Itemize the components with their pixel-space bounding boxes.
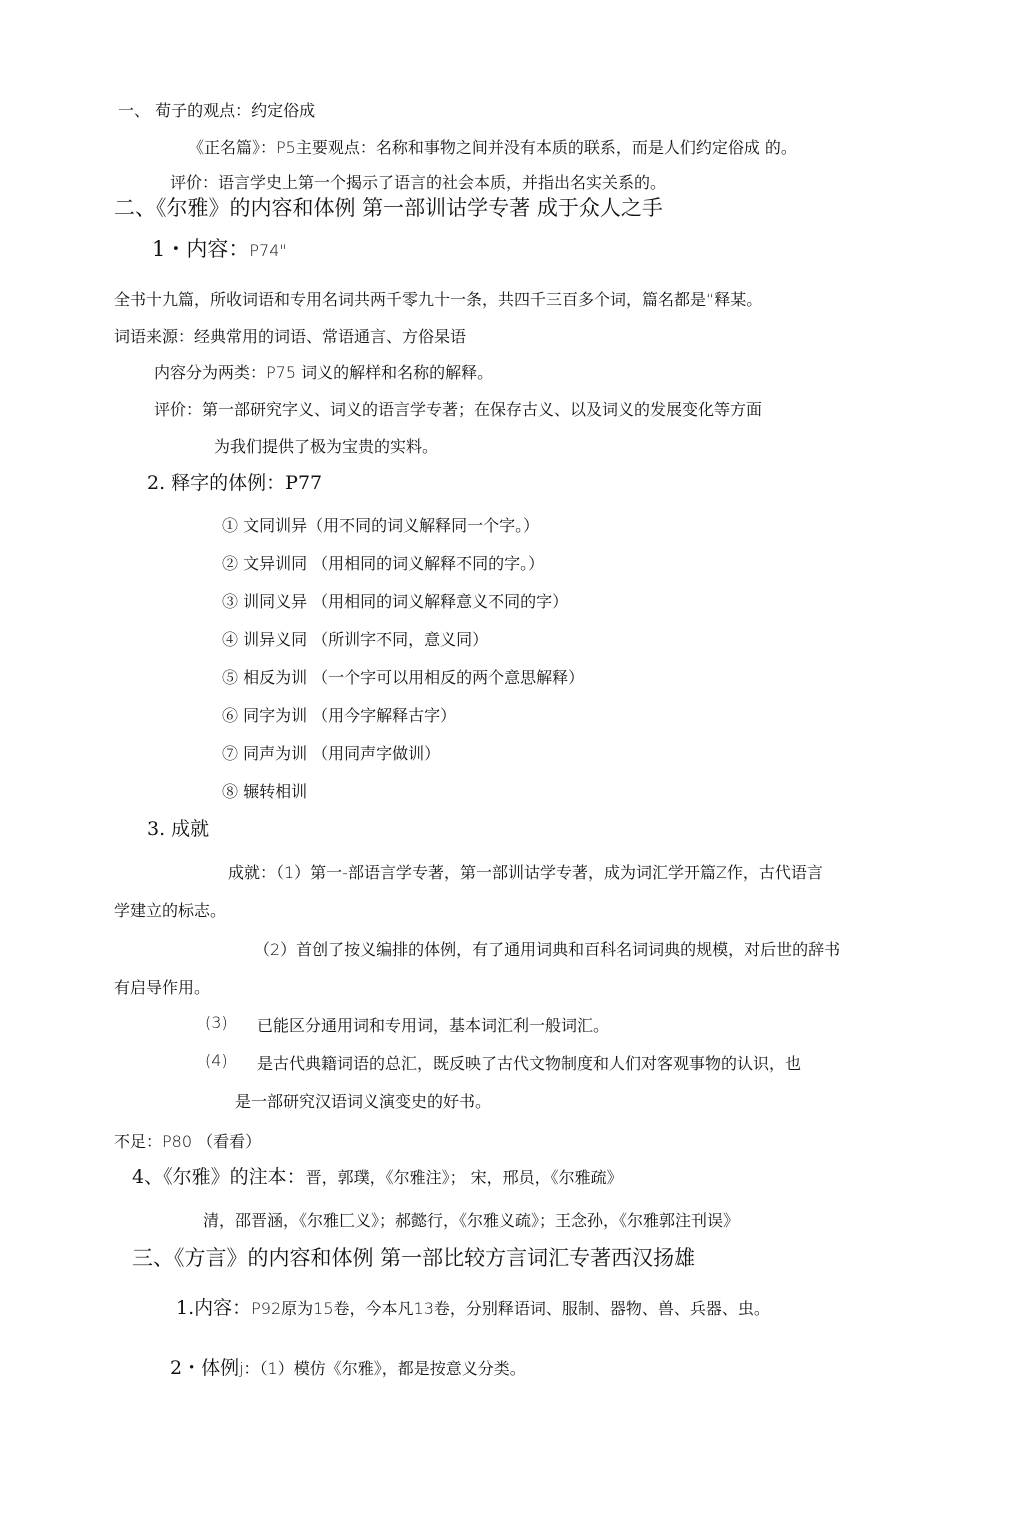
text-line: 清，邵晋涵，《尔雅匚义》；郝懿行，《尔雅义疏》；王念孙，《尔雅郭注刊误》 bbox=[203, 1211, 740, 1230]
list-item: ⑧ 辗转相训 bbox=[222, 782, 308, 801]
text-line: 评价：第一部研究字义、词义的语言学专著；在保存古义、以及词义的发展变化等方面 bbox=[154, 400, 763, 419]
subheading-label: 4、《尔雅》的注本： bbox=[132, 1166, 306, 1188]
text-line: 已能区分通用词和专用词，基本词汇利一般词汇。 bbox=[257, 1016, 610, 1035]
text-line: 评价：语言学史上第一个揭示了语言的社会本质，并指出名实关系的。 bbox=[170, 173, 667, 192]
text-line: 不足：P80 （看看） bbox=[114, 1132, 262, 1151]
heading-1: 一、 荀子的观点：约定俗成 bbox=[118, 101, 316, 120]
text-inline: j：（1）模仿《尔雅》，都是按意义分类。 bbox=[239, 1359, 526, 1378]
list-item: ⑤ 相反为训 （一个字可以用相反的两个意思解释） bbox=[222, 668, 585, 687]
list-item: ③ 训同义异 （用相同的词义解释意义不同的字） bbox=[222, 592, 569, 611]
enum-label: (4) bbox=[205, 1051, 228, 1070]
list-item: ⑦ 同声为训 （用同声字做训） bbox=[222, 744, 441, 763]
text-line: 是古代典籍词语的总汇，既反映了古代文物制度和人们对客观事物的认识，也 bbox=[257, 1054, 802, 1073]
text-inline: 晋，郭璞，《尔雅注》； 宋，邢员，《尔雅疏》 bbox=[305, 1168, 623, 1187]
list-item: ④ 训异义同 （所训字不同，意义同） bbox=[222, 630, 489, 649]
text-line: 是一部研究汉语词义演变史的好书。 bbox=[235, 1092, 492, 1111]
text-line: 《正名篇》：P5主要观点：名称和事物之间并没有本质的联系，而是人们约定俗成 的。 bbox=[188, 138, 797, 157]
subheading-label: 1・内容： bbox=[152, 237, 250, 261]
text-inline: P92原为15卷，今本凡13卷，分别释语词、服制、器物、兽、兵器、虫。 bbox=[251, 1299, 770, 1318]
subheading-label: 2・体例 bbox=[170, 1357, 240, 1379]
text-line: 全书十九篇，所收词语和专用名词共两千零九十一条，共四千三百多个词，篇名都是“释某。 bbox=[114, 290, 763, 309]
list-item: ① 文同训异（用不同的词义解释同一个字。） bbox=[222, 516, 540, 535]
text-line: （2）首创了按义编排的体例，有了通用词典和百科名词词典的规模，对后世的辞书 bbox=[254, 940, 841, 959]
text-line: 成就：（1）第一-部语言学专著，第一部训诂学专著，成为词汇学开篇Z作，古代语言 bbox=[228, 863, 823, 882]
subheading bbox=[152, 233, 287, 263]
text-line: 学建立的标志。 bbox=[114, 901, 227, 920]
heading-2: 二、《尔雅》的内容和体例 第一部训诂学专著 成于众人之手 bbox=[114, 196, 663, 220]
text-line: 为我们提供了极为宝贵的实料。 bbox=[214, 437, 439, 456]
subheading: 2. 释字的体例：P77 bbox=[147, 472, 323, 494]
page-ref: P74" bbox=[249, 241, 287, 260]
text-line: 词语来源：经典常用的词语、常语通言、方俗杲语 bbox=[114, 327, 467, 346]
list-item: ⑥ 同字为训 （用今字解释古字） bbox=[222, 706, 457, 725]
heading-3: 三、《方言》的内容和体例 第一部比较方言词汇专著西汉扬雄 bbox=[132, 1246, 696, 1270]
subheading bbox=[170, 1353, 526, 1380]
subheading-label: 1.内容： bbox=[176, 1297, 252, 1319]
list-item: ② 文异训同 （用相同的词义解释不同的字。） bbox=[222, 554, 545, 573]
subheading: 3. 成就 bbox=[147, 818, 210, 840]
subheading bbox=[132, 1162, 623, 1189]
text-line: 内容分为两类：P75 词义的解样和名称的解释。 bbox=[154, 363, 494, 382]
enum-label: (3) bbox=[205, 1013, 228, 1032]
subheading bbox=[176, 1293, 770, 1320]
text-line: 有启导作用。 bbox=[114, 978, 211, 997]
